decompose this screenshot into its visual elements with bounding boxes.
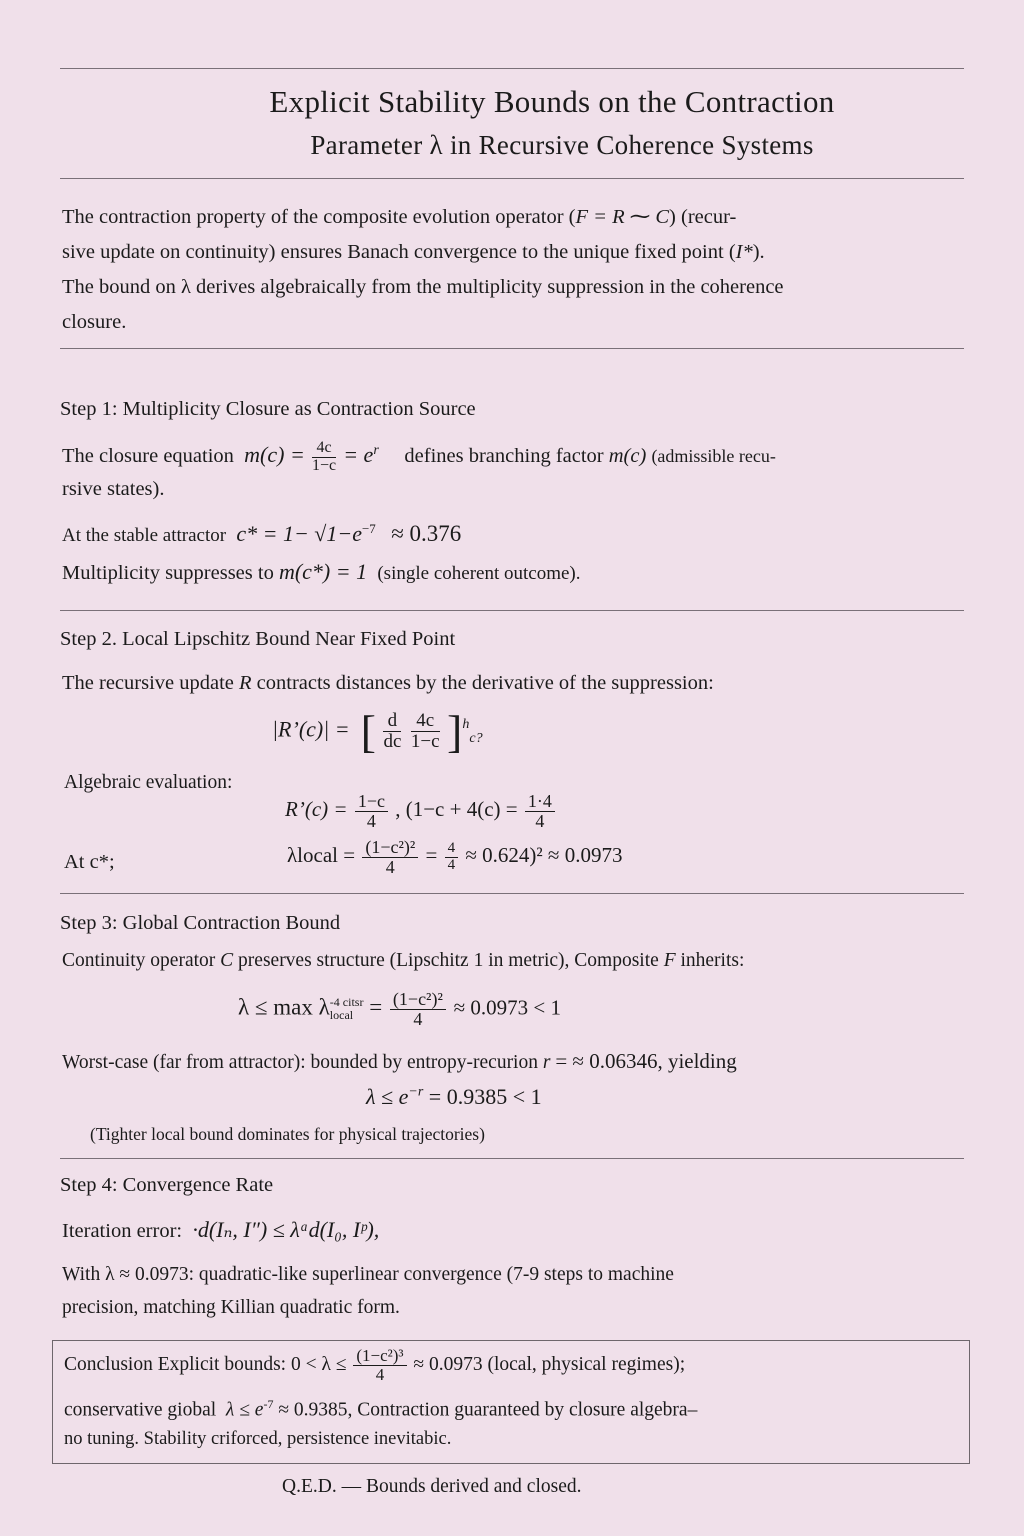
- at-c-star-label: At c*;: [64, 851, 115, 873]
- conclusion-line-1: Conclusion Explicit bounds: 0 < λ ≤ $\frac{\text{(1−c²)³}}{4}$ ≈ 0.0973 (local, physical regimes);: [64, 1346, 686, 1385]
- derivative-equation: |R’(c)| = [ $\frac{d}{dc}$ $\frac{4c}{1-c}$ ]$^h_{c?}$: [272, 706, 483, 757]
- worst-case-equation: $\lambda \le e^{-r} = 0.9385 < 1$: [366, 1084, 542, 1109]
- stable-attractor: At the stable attractor $c* = 1- √1-e^{-7}$ ≈ 0.376: [62, 520, 462, 546]
- step2-rule: [60, 893, 964, 894]
- page-title-line2: Parameter λ in Recursive Coherence Systems: [310, 130, 814, 160]
- convergence-line-2: precision, matching Killian quadratic form.: [62, 1297, 400, 1318]
- step3-heading: Step 3: Global Contraction Bound: [60, 912, 341, 934]
- conclusion-line-2: conservative giobal $\lambda \le e^{-7} \approx 0.9385$, Contraction guaranteed by closure algebra–: [64, 1397, 698, 1421]
- convergence-line-1: With λ ≈ 0.0973: quadratic-like superlinear convergence (7-9 steps to machine: [62, 1264, 674, 1285]
- page-title-line1: Explicit Stability Bounds on the Contraction: [269, 84, 835, 119]
- algebraic-equation: R’(c) = $\frac{1-c}{4}$ , (1−c + 4(c) = $\frac{1\cdot 4}{4}$: [285, 792, 557, 831]
- qed-statement: Q.E.D. — Bounds derived and closed.: [282, 1476, 582, 1497]
- conclusion-line-3: no tuning. Stability criforced, persistence inevitabic.: [64, 1429, 452, 1449]
- intro-line-2: sive update on continuity) ensures Banach convergence to the unique fixed point (I*).: [62, 241, 765, 263]
- step3-line-1: Continuity operator C preserves structure (Lipschitz 1 in metric), Composite F inherits:: [62, 950, 745, 971]
- intro-rule: [60, 348, 964, 349]
- step1-rule: [60, 610, 964, 611]
- closure-equation: The closure equation m(c) = $\frac{4c}{1-c}$ = $e^r$ defines branching factor m(c) (admissible recu-: [62, 438, 776, 474]
- closure-line-2: rsive states).: [62, 478, 165, 500]
- step4-heading: Step 4: Convergence Rate: [60, 1174, 274, 1196]
- intro-line-1: The contraction property of the composite evolution operator (F = R ⁓ C) (recur-: [62, 206, 737, 228]
- top-rule: [60, 68, 964, 69]
- intro-line-3: The bound on λ derives algebraically from the multiplicity suppression in the coherence: [62, 276, 784, 298]
- title-bottom-rule: [60, 178, 964, 179]
- lambda-local-equation: λlocal = $\frac{\text{(1−c²)²}}{4}$ = $\frac{4}{4}$ ≈ 0.624)² ≈ 0.0973: [287, 837, 623, 877]
- algebraic-label: Algebraic evaluation:: [64, 772, 233, 793]
- iteration-error: Iteration error: ·d(Iₙ, I″) ≤ λᵃd(I₀, Iᵖ),: [62, 1217, 380, 1242]
- step2-line-1: The recursive update R contracts distances by the derivative of the suppression:: [62, 672, 714, 694]
- intro-line-4: closure.: [62, 311, 127, 333]
- worst-case-line: Worst-case (far from attractor): bounded by entropy-recurion r = ≈ 0.06346, yielding: [62, 1049, 737, 1073]
- multiplicity-suppression: Multiplicity suppresses to m(c*) = 1 (single coherent outcome).: [62, 559, 581, 584]
- tighter-bound-note: (Tighter local bound dominates for physical trajectories): [90, 1124, 485, 1144]
- step3-rule: [60, 1158, 964, 1159]
- global-bound-equation: λ ≤ max λ -4 citsr local = $\frac{\text{(1−c²)²}}{4}$ ≈ 0.0973 < 1: [238, 989, 561, 1029]
- step2-heading: Step 2. Local Lipschitz Bound Near Fixed Point: [60, 628, 456, 650]
- step1-heading: Step 1: Multiplicity Closure as Contraction Source: [60, 398, 476, 420]
